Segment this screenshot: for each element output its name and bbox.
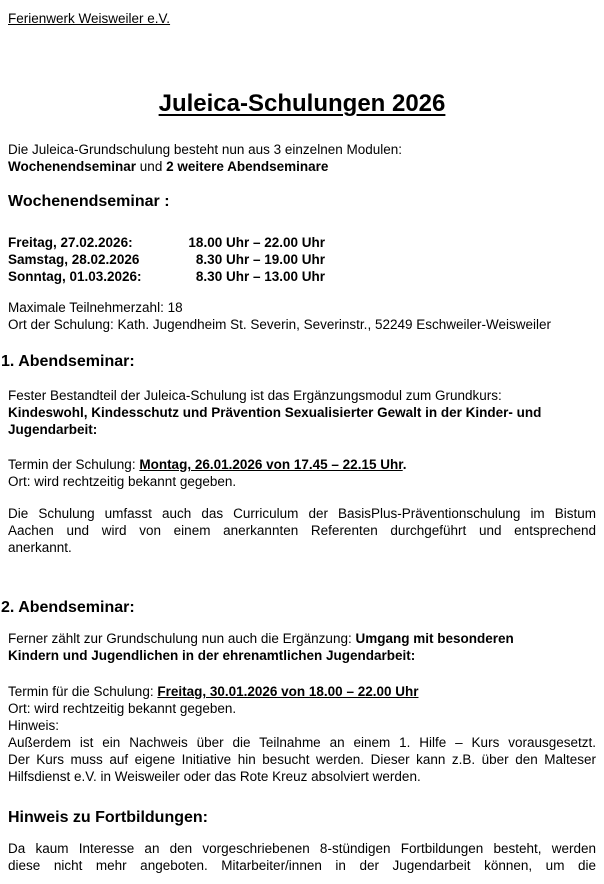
section-heading-evening-seminar-1: 1. Abendseminar: (1, 353, 135, 370)
organization-header-link: Ferienwerk Weisweiler e.V. (8, 11, 171, 26)
weekend-details (8, 299, 596, 333)
schedule-row-friday (8, 234, 596, 251)
seminar2-topic-line1: Umgang mit besonderen (355, 631, 514, 646)
seminar1-termin-date: Montag, 26.01.2026 von 17.45 – 22.15 Uhr (139, 457, 403, 472)
schedule-time: 8.30 Uhr – 13.00 Uhr (195, 269, 325, 284)
seminar2-intro-text: Ferner zählt zur Grundschulung nun auch die Ergänzung: (8, 631, 356, 646)
schedule-row-sunday (8, 268, 596, 285)
schedule-time: 18.00 Uhr – 22.00 Uhr (188, 235, 325, 250)
fortbildung-line: Da kaum Interesse an den vorgeschriebenen 8-stündigen Fortbildungen besteht, werden (8, 841, 596, 856)
intro-module-weekend: Wochenendseminar (8, 159, 137, 174)
note-line: Die Schulung umfasst auch das Curriculum der BasisPlus-Präventionschulung im Bistum (8, 506, 596, 521)
seminar1-termin-period: . (402, 457, 407, 472)
intro-line1: Die Juleica-Grundschulung besteht nun aus 3 einzelnen Modulen: (8, 142, 403, 157)
intro-paragraph (8, 141, 596, 175)
document-title: Juleica-Schulungen 2026 (158, 90, 446, 117)
seminar1-location-line: Ort: wird rechtzeitig bekannt gegeben. (8, 474, 237, 489)
seminar2-details-block (8, 683, 596, 785)
fortbildung-line: diese nicht mehr angeboten. Mitarbeiter/innen in der Jugendarbeit können, um die (8, 858, 596, 873)
note-line: Aachen und wird von einem anerkannten Referenten durchgeführt und entsprechend (8, 523, 596, 538)
seminar1-topic-line1: Kindeswohl, Kindesschutz und Prävention Sexualisierter Gewalt in der Kinder- und (8, 405, 542, 420)
seminar2-hinweis-label: Hinweis: (8, 718, 60, 733)
schedule-time: 8.30 Uhr – 19.00 Uhr (195, 252, 325, 267)
seminar1-topic-line2: Jugendarbeit: (8, 422, 98, 437)
fortbildung-paragraph (8, 840, 596, 874)
seminar1-note-paragraph (8, 505, 596, 556)
intro-module-evenings: 2 weitere Abendseminare (166, 159, 329, 174)
seminar2-termin-date: Freitag, 30.01.2026 von 18.00 – 22.00 Uhr (157, 684, 419, 699)
seminar2-termin-label: Termin für die Schulung: (8, 684, 158, 699)
schedule-day: Samstag, 28.02.2026 (8, 252, 140, 267)
seminar2-location-line: Ort: wird rechtzeitig bekannt gegeben. (8, 701, 237, 716)
schedule-day: Sonntag, 01.03.2026: (8, 269, 142, 284)
seminar1-intro-paragraph (8, 387, 596, 438)
weekend-schedule-table (8, 234, 596, 285)
seminar2-topic-line2: Kindern und Jugendlichen in der ehrenamtlichen Jugendarbeit: (8, 648, 416, 663)
seminar1-termin-label: Termin der Schulung: (8, 457, 140, 472)
seminar1-termin-line (8, 456, 596, 473)
note-line: anerkannt. (8, 540, 72, 555)
schedule-day: Freitag, 27.02.2026: (8, 235, 133, 250)
seminar1-intro-text: Fester Bestandteil der Juleica-Schulung ist das Ergänzungsmodul zum Grundkurs: (8, 388, 502, 403)
section-heading-evening-seminar-2: 2. Abendseminar: (1, 599, 135, 616)
seminar1-termin-block (8, 456, 596, 490)
hinweis-line: Hilfsdienst e.V. in Weisweiler oder das Rote Kreuz absolviert werden. (8, 769, 421, 784)
section-heading-weekend-seminar: Wochenendseminar : (8, 193, 170, 210)
section-heading-fortbildungen: Hinweis zu Fortbildungen: (8, 809, 208, 826)
hinweis-line: Außerdem ist ein Nachweis über die Teilnahme an einem 1. Hilfe – Kurs vorausgesetzt. (8, 735, 596, 750)
intro-connector: und (136, 159, 167, 174)
training-location: Ort der Schulung: Kath. Jugendheim St. Severin, Severinstr., 52249 Eschweiler-Weisweiler (8, 317, 552, 332)
seminar2-termin-line (8, 683, 596, 700)
max-participants: Maximale Teilnehmerzahl: 18 (8, 300, 183, 315)
seminar2-intro-paragraph (8, 630, 596, 664)
hinweis-line: Der Kurs muss auf eigene Initiative hin besucht werden. Dieser kann z.B. über den Malteser (8, 752, 596, 767)
schedule-row-saturday (8, 251, 596, 268)
